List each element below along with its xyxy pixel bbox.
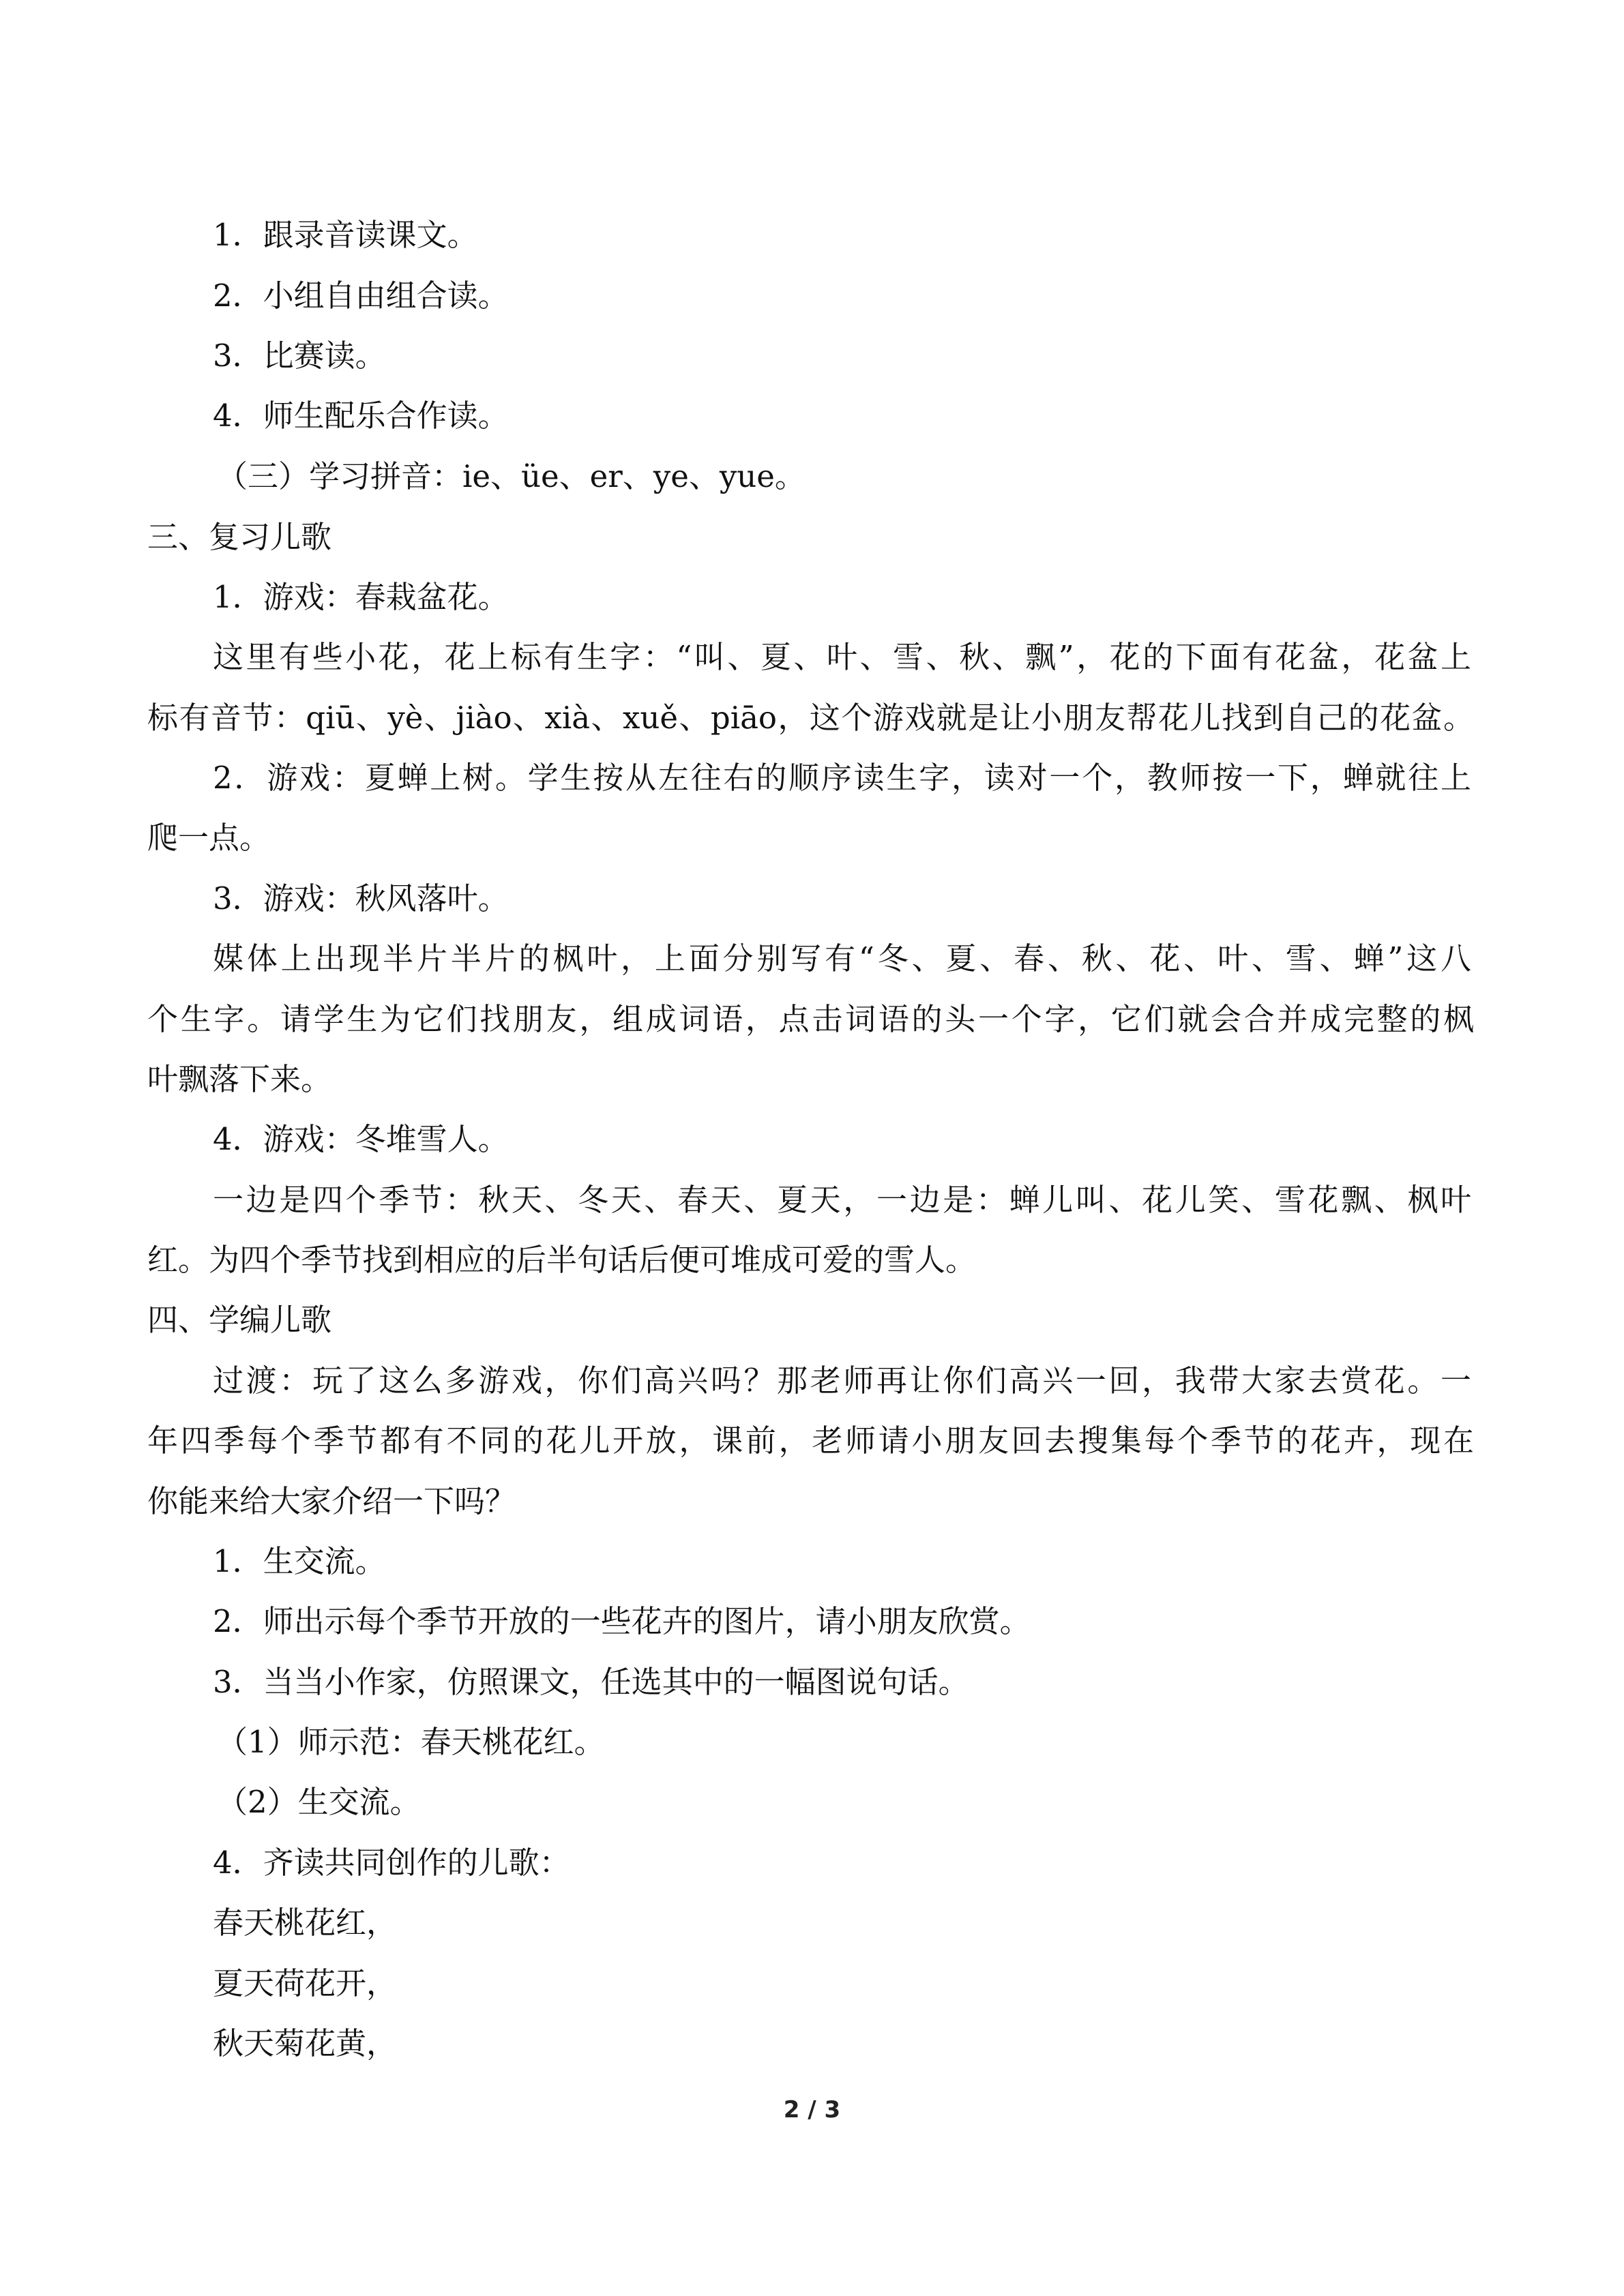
text-line: 个生字。请学生为它们找朋友，组成词语，点击词语的头一个字，它们就会合并成完整的枫 bbox=[147, 1001, 1474, 1037]
section-heading: 三、复习儿歌 bbox=[147, 519, 332, 555]
text-line: 一边是四个季节：秋天、冬天、春天、夏天，一边是：蝉儿叫、花儿笑、雪花飘、枫叶 bbox=[213, 1182, 1471, 1218]
text-line: 这里有些小花，花上标有生字：“叫、夏、叶、雪、秋、飘”，花的下面有花盆，花盆上 bbox=[213, 639, 1471, 675]
text-line: 4．游戏：冬堆雪人。 bbox=[213, 1121, 509, 1157]
poem-line: 夏天荷花开， bbox=[213, 1965, 398, 2001]
text-line: 爬一点。 bbox=[147, 820, 271, 856]
text-line: （2）生交流。 bbox=[217, 1784, 421, 1820]
text-line: 4．师生配乐合作读。 bbox=[213, 398, 509, 434]
poem-line: 春天桃花红， bbox=[213, 1905, 398, 1941]
text-line: 3．游戏：秋风落叶。 bbox=[213, 880, 509, 916]
text-line: 3．比赛读。 bbox=[213, 338, 386, 374]
poem-line: 秋天菊花黄， bbox=[213, 2025, 398, 2061]
text-line: 媒体上出现半片半片的枫叶，上面分别写有“冬、夏、春、秋、花、叶、雪、蝉”这八 bbox=[213, 940, 1471, 976]
text-line: （1）师示范：春天桃花红。 bbox=[217, 1724, 605, 1760]
text-line: 年四季每个季节都有不同的花儿开放，课前，老师请小朋友回去搜集每个季节的花卉，现在 bbox=[147, 1422, 1474, 1459]
text-line: 1．游戏：春栽盆花。 bbox=[213, 579, 509, 615]
section-heading: （三）学习拼音：ie、üe、er、ye、yue。 bbox=[217, 458, 806, 494]
text-line: 1．跟录音读课文。 bbox=[213, 217, 478, 253]
text-line: 红。为四个季节找到相应的后半句话后便可堆成可爱的雪人。 bbox=[147, 1242, 977, 1278]
text-line: 2．游戏：夏蝉上树。学生按从左往右的顺序读生字，读对一个，教师按一下，蝉就往上 bbox=[213, 760, 1471, 796]
text-line: 叶飘落下来。 bbox=[147, 1061, 332, 1097]
text-line: 3．当当小作家，仿照课文，任选其中的一幅图说句话。 bbox=[213, 1664, 969, 1700]
text-line: 2．小组自由组合读。 bbox=[213, 278, 509, 314]
text-line: 2．师出示每个季节开放的一些花卉的图片，请小朋友欣赏。 bbox=[213, 1603, 1031, 1639]
text-line: 4．齐读共同创作的儿歌： bbox=[213, 1845, 570, 1881]
section-heading: 四、学编儿歌 bbox=[147, 1302, 332, 1338]
text-line: 你能来给大家介绍一下吗？ bbox=[147, 1483, 516, 1519]
text-line: 标有音节：qiū、yè、jiào、xià、xuě、piāo，这个游戏就是让小朋友帮花儿找到自己的花盆。 bbox=[147, 700, 1474, 736]
page-number: 2 / 3 bbox=[783, 2096, 841, 2123]
text-line: 过渡：玩了这么多游戏，你们高兴吗？那老师再让你们高兴一回，我带大家去赏花。一 bbox=[213, 1362, 1471, 1399]
text-line: 1．生交流。 bbox=[213, 1543, 386, 1579]
